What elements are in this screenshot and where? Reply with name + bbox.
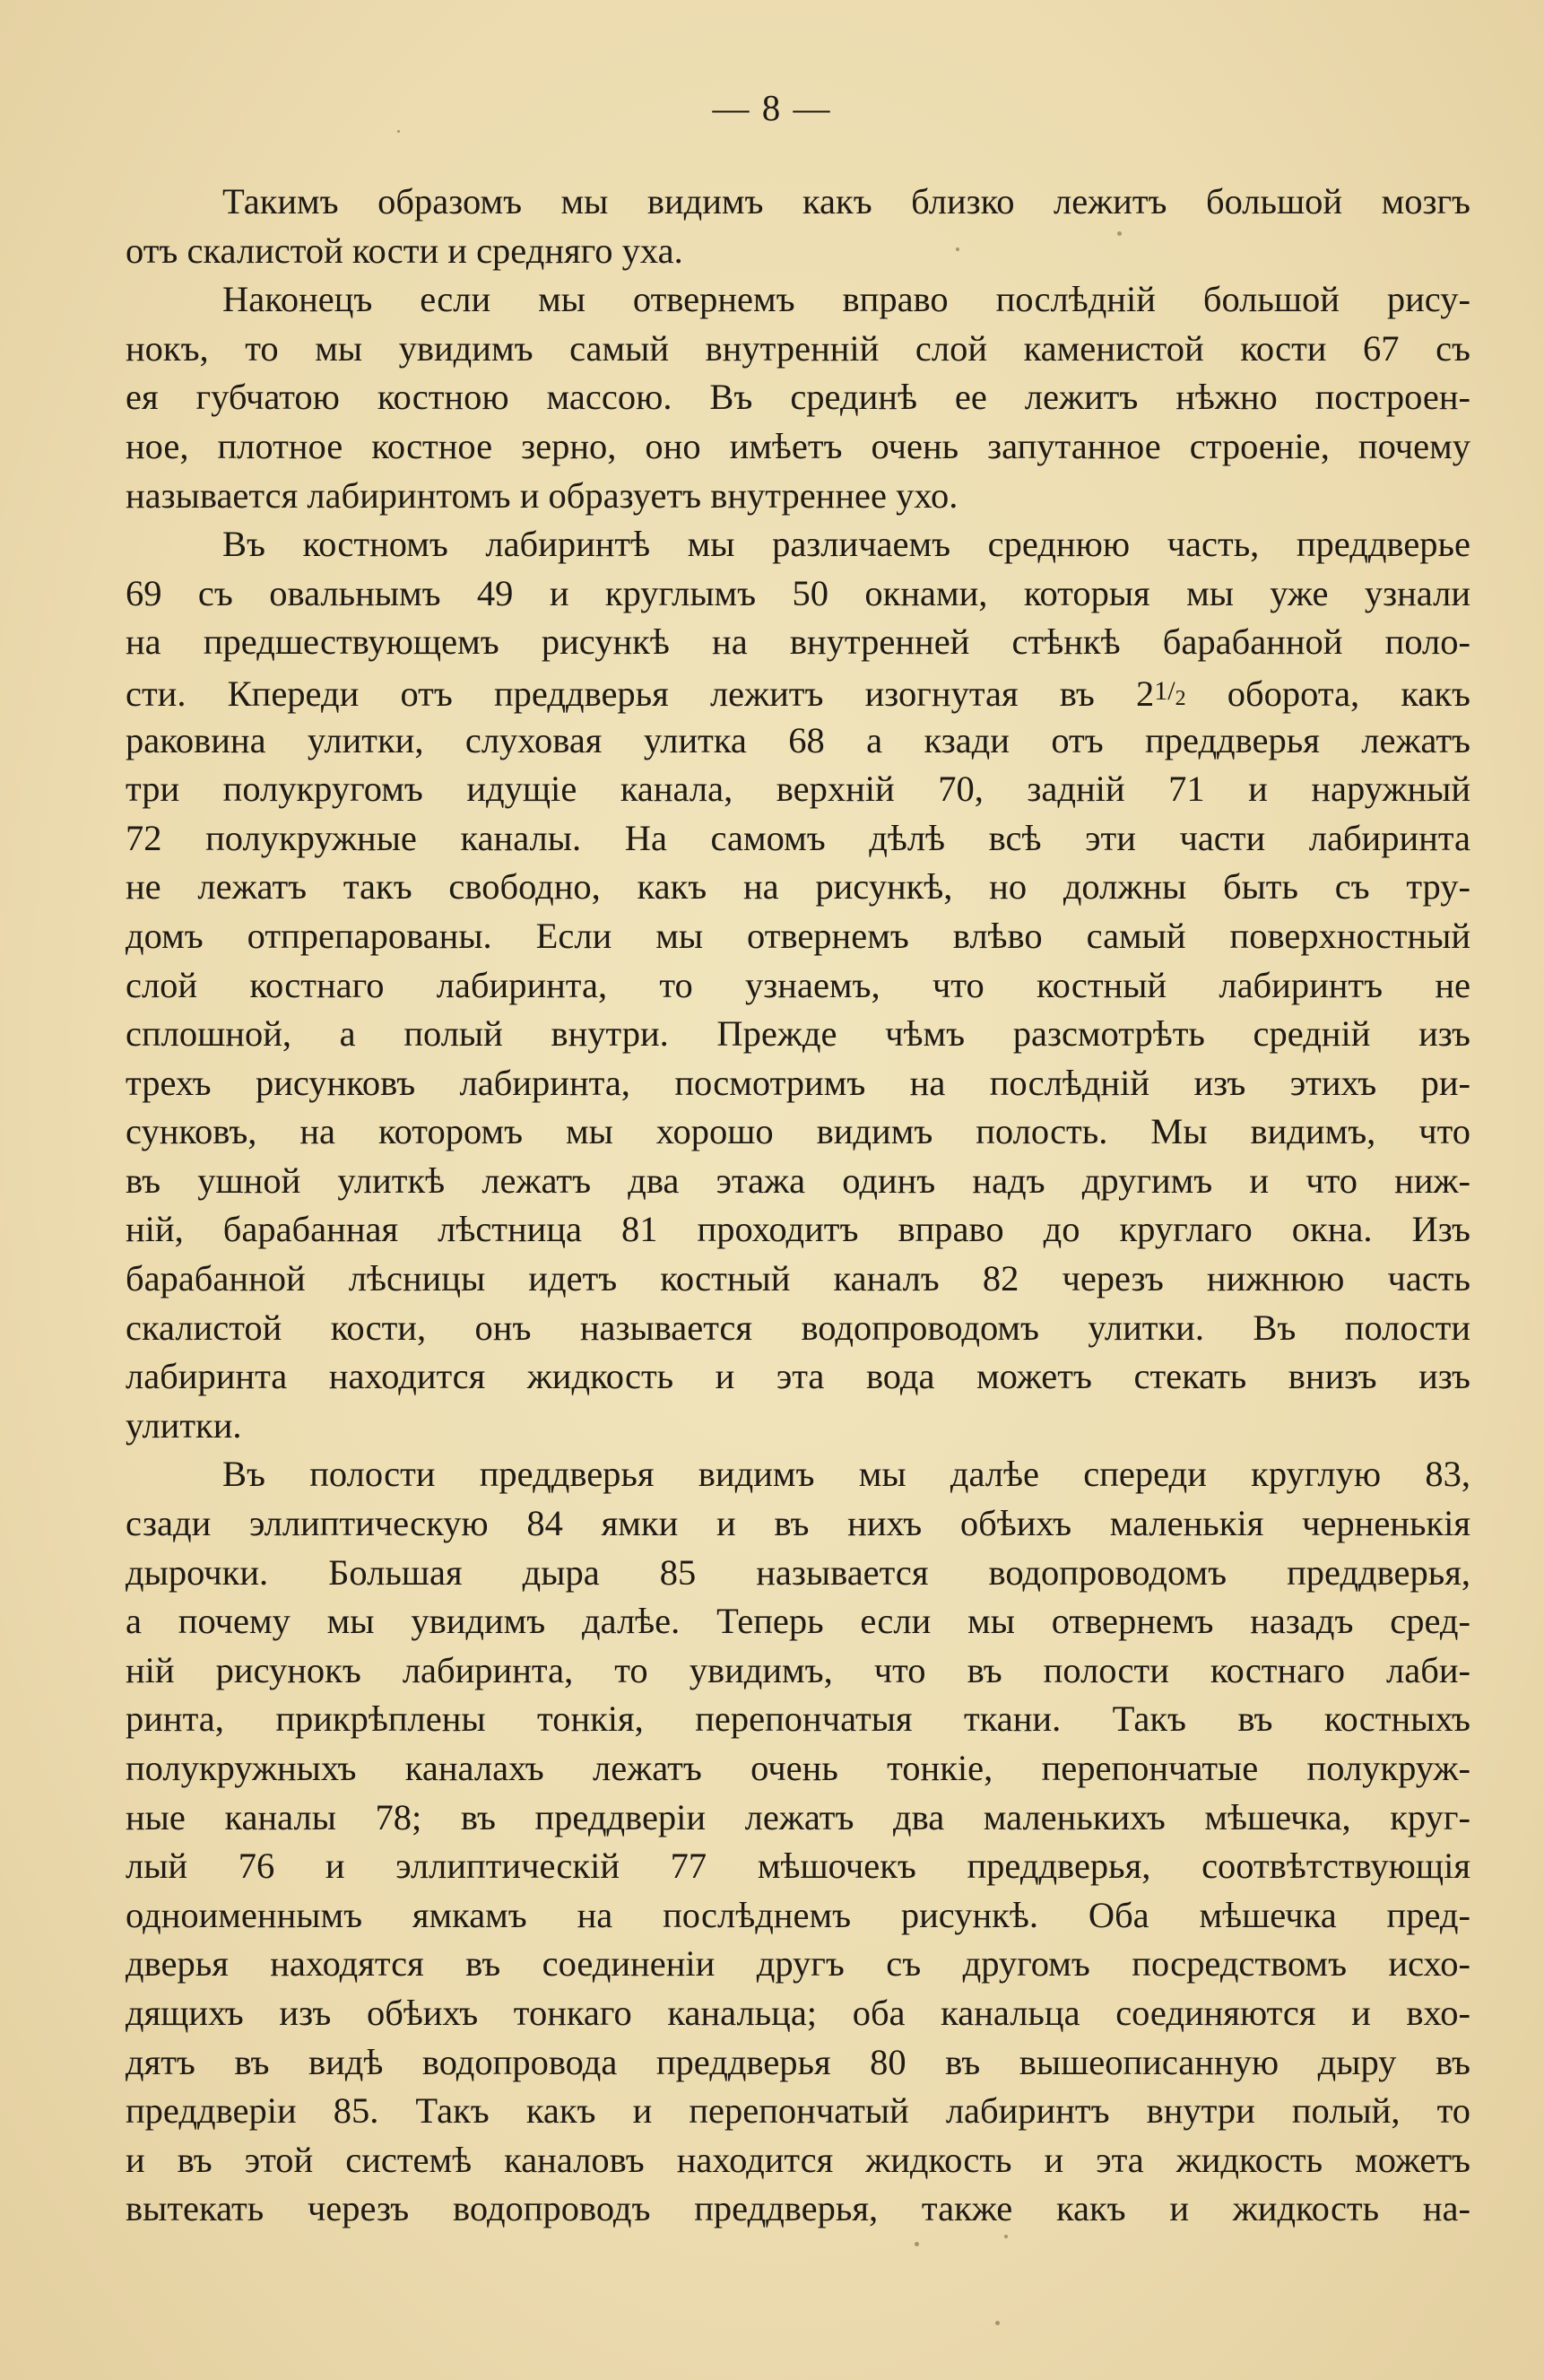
text-line: сунковъ, на которомъ мы хорошо видимъ полость. Мы видимъ, что bbox=[126, 1111, 1470, 1152]
text-line: вытекать черезъ водопроводъ преддверья, также какъ и жидкость на- bbox=[126, 2188, 1470, 2229]
text-line: дящихъ изъ обѣихъ тонкаго канальца; оба канальца соединяются и вхо- bbox=[126, 1992, 1470, 2033]
text-line: нокъ, то мы увидимъ самый внутреннiй слой каменистой кости 67 съ bbox=[126, 327, 1470, 369]
text-line: лый 76 и эллиптическiй 77 мѣшочекъ преддверья, соотвѣтствующiя bbox=[126, 1846, 1470, 1887]
text-line: полукружныхъ каналахъ лежатъ очень тонкiе, перепончатые полукруж- bbox=[126, 1748, 1470, 1788]
text-line: на предшествующемъ рисункѣ на внутренней стѣнкѣ барабанной поло- bbox=[126, 621, 1470, 663]
text-line: Въ костномъ лабиринтѣ мы различаемъ среднюю часть, преддверье bbox=[222, 524, 1470, 565]
paper-speck bbox=[915, 2242, 919, 2246]
text-line: и въ этой системѣ каналовъ находится жидкость и эта жидкость можетъ bbox=[126, 2139, 1470, 2180]
fraction: $1/_2$ bbox=[1154, 675, 1186, 710]
text-line: улитки. bbox=[126, 1404, 242, 1446]
text-line: дырочки. Большая дыра 85 называется водопроводомъ преддверья, bbox=[126, 1551, 1470, 1593]
paper-speck bbox=[1004, 2235, 1008, 2238]
text-line: нiй, барабанная лѣстница 81 проходитъ вправо до круглаго окна. Изъ bbox=[126, 1209, 1470, 1250]
text-line: ея губчатою костною массою. Въ срединѣ ее лежитъ нѣжно построен- bbox=[126, 377, 1470, 418]
paper-speck bbox=[956, 248, 959, 251]
page-number: — 8 — bbox=[712, 87, 832, 128]
paper-speck bbox=[397, 130, 400, 133]
text-line: 72 полукружные каналы. На самомъ дѣлѣ всѣ эти части лабиринта bbox=[126, 817, 1470, 858]
text-line: ные каналы 78; въ преддверiи лежатъ два маленькихъ мѣшечка, круг- bbox=[126, 1796, 1470, 1837]
text-line: дверья находятся въ соединенiи другъ съ другомъ посредствомъ исхо- bbox=[126, 1943, 1470, 1985]
text-line: въ ушной улиткѣ лежатъ два этажа одинъ надъ другимъ и что ниж- bbox=[126, 1160, 1470, 1201]
text-line: нiй рисунокъ лабиринта, то увидимъ, что въ полости костнаго лаби- bbox=[126, 1649, 1470, 1690]
text-line: отъ скалистой кости и средняго уха. bbox=[126, 230, 683, 271]
text-line: а почему мы увидимъ далѣе. Теперь если мы отвернемъ назадъ сред- bbox=[126, 1601, 1470, 1642]
fraction-numerator: 1 bbox=[1154, 675, 1168, 706]
text-line: Такимъ образомъ мы видимъ какъ близко лежитъ большой мозгъ bbox=[222, 181, 1470, 221]
text-line: 69 съ овальнымъ 49 и круглымъ 50 окнами, которыя мы уже узнали bbox=[126, 572, 1470, 613]
text-line: сзади эллиптическую 84 ямки и въ нихъ обѣихъ маленькiя черненькiя bbox=[126, 1503, 1470, 1544]
text-line: ное, плотное костное зерно, оно имѣетъ очень запутанное строенiе, почему bbox=[126, 425, 1470, 466]
text-line: раковина улитки, слуховая улитка 68 а кзади отъ преддверья лежатъ bbox=[126, 719, 1470, 760]
text-line: Въ полости преддверья видимъ мы далѣе спереди круглую 83, bbox=[222, 1454, 1470, 1495]
text-line: слой костнаго лабиринта, то узнаемъ, что костный лабиринтъ не bbox=[126, 964, 1470, 1005]
text-line: барабанной лѣсницы идетъ костный каналъ 82 черезъ нижнюю часть bbox=[126, 1258, 1470, 1299]
text-line: сплошной, а полый внутри. Прежде чѣмъ разсмотрѣть среднiй изъ bbox=[126, 1013, 1470, 1055]
text-line: трехъ рисунковъ лабиринта, посмотримъ на послѣднiй изъ этихъ ри- bbox=[126, 1062, 1470, 1103]
text-line: лабиринта находится жидкость и эта вода можетъ стекать внизъ изъ bbox=[126, 1356, 1470, 1397]
paper-speck bbox=[995, 2321, 1000, 2325]
text-line: домъ отпрепарованы. Если мы отвернемъ влѣво самый поверхностный bbox=[126, 915, 1470, 956]
text-line: дятъ въ видѣ водопровода преддверья 80 въ вышеописанную дыру въ bbox=[126, 2041, 1470, 2082]
text-line: не лежатъ такъ свободно, какъ на рисункѣ, но должны быть съ тру- bbox=[126, 866, 1470, 908]
text-segment: оборота, какъ bbox=[1185, 673, 1470, 714]
text-line: три полукругомъ идущiе канала, верхнiй 70, заднiй 71 и наружный bbox=[126, 769, 1470, 810]
text-line: одноименнымъ ямкамъ на послѣднемъ рисункѣ. Оба мѣшечка пред- bbox=[126, 1894, 1470, 1935]
text-line: называется лабиринтомъ и образуетъ внутреннее ухо. bbox=[126, 474, 958, 516]
text-line: Наконецъ если мы отвернемъ вправо послѣднiй большой рису- bbox=[222, 279, 1470, 320]
text-segment: сти. Кпереди отъ преддверья лежитъ изогнутая въ 2 bbox=[126, 673, 1155, 714]
fraction-denominator: 2 bbox=[1175, 686, 1186, 710]
text-line: преддверiи 85. Такъ какъ и перепончатый лабиринтъ внутри полый, то bbox=[126, 2090, 1470, 2132]
paper-speck bbox=[1117, 231, 1122, 236]
text-line-with-fraction bbox=[126, 667, 1470, 717]
body-text bbox=[126, 178, 1470, 2234]
text-line: скалистой кости, онъ называется водопроводомъ улитки. Въ полости bbox=[126, 1307, 1470, 1348]
text-line: ринта, прикрѣплены тонкiя, перепончатыя ткани. Такъ въ костныхъ bbox=[126, 1698, 1470, 1740]
